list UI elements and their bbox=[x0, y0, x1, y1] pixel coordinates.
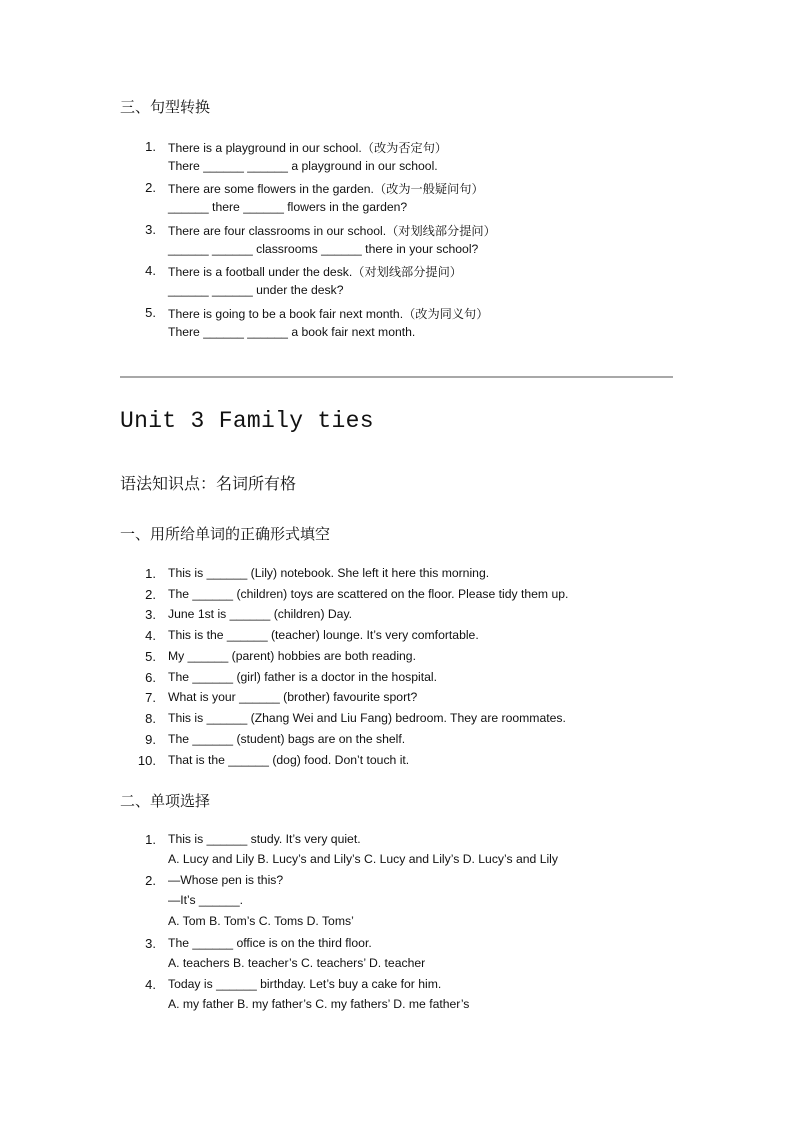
question-text: June 1st is ______ (children) Day. bbox=[168, 607, 353, 621]
item-number: 3. bbox=[145, 222, 156, 237]
section-heading-sentence-transform: 三、句型转换 bbox=[120, 98, 211, 116]
item-number: 5. bbox=[145, 305, 156, 320]
question-text: This is the ______ (teacher) lounge. It’s very comfortable. bbox=[168, 628, 479, 642]
question-text: The ______ (children) toys are scattered on the floor. Please tidy them up. bbox=[168, 587, 569, 601]
item-number: 4. bbox=[145, 977, 156, 992]
item-number: 10. bbox=[137, 753, 156, 768]
item-number: 2. bbox=[145, 587, 156, 602]
item-number: 1. bbox=[145, 832, 156, 847]
item-number: 7. bbox=[145, 690, 156, 705]
item-number: 5. bbox=[145, 649, 156, 664]
item-number: 4. bbox=[145, 628, 156, 643]
question-text: The ______ (student) bags are on the shelf. bbox=[168, 732, 406, 746]
choice-options: A. teachers B. teacher’s C. teachers’ D. teacher bbox=[168, 956, 426, 970]
item-number: 3. bbox=[145, 936, 156, 951]
question-text: This is ______ (Lily) notebook. She left it here this morning. bbox=[168, 566, 490, 580]
unit-title: Unit 3 Family ties bbox=[120, 408, 374, 434]
answer-line: ______ ______ classrooms ______ there in your school? bbox=[168, 242, 479, 256]
question-text: The ______ (girl) father is a doctor in the hospital. bbox=[168, 670, 437, 684]
question-text: My ______ (parent) hobbies are both reading. bbox=[168, 649, 416, 663]
question-text: This is ______ study. It’s very quiet. bbox=[168, 832, 361, 846]
item-number: 2. bbox=[145, 180, 156, 195]
item-number: 3. bbox=[145, 607, 156, 622]
item-number: 8. bbox=[145, 711, 156, 726]
item-number: 6. bbox=[145, 670, 156, 685]
question-text: —Whose pen is this? bbox=[168, 873, 284, 887]
question-text: There is a playground in our school.（改为否定句） bbox=[168, 141, 448, 155]
answer-line: There ______ ______ a book fair next month. bbox=[168, 325, 416, 339]
grammar-topic: 语法知识点：名词所有格 bbox=[120, 474, 297, 493]
question-text: There are some flowers in the garden.（改为一般疑问句） bbox=[168, 182, 484, 196]
item-number: 9. bbox=[145, 732, 156, 747]
question-text: There is a football under the desk.（对划线部分提问） bbox=[168, 265, 462, 279]
choice-options: A. Lucy and Lily B. Lucy’s and Lily’s C. Lucy and Lily’s D. Lucy’s and Lily bbox=[168, 852, 558, 866]
item-number: 1. bbox=[145, 139, 156, 154]
section-heading-fill-blanks: 一、用所给单词的正确形式填空 bbox=[120, 525, 331, 543]
item-number: 1. bbox=[145, 566, 156, 581]
question-text: Today is ______ birthday. Let’s buy a cake for him. bbox=[168, 977, 442, 991]
question-text: There is going to be a book fair next month.（改为同义句） bbox=[168, 307, 489, 321]
choice-options: A. my father B. my father’s C. my fathers’ D. me father’s bbox=[168, 997, 470, 1011]
question-text: —It’s ______. bbox=[168, 893, 243, 907]
question-text: The ______ office is on the third floor. bbox=[168, 936, 372, 950]
item-number: 2. bbox=[145, 873, 156, 888]
answer-line: ______ ______ under the desk? bbox=[168, 283, 344, 297]
question-text: What is your ______ (brother) favourite sport? bbox=[168, 690, 418, 704]
answer-line: ______ there ______ flowers in the garden? bbox=[168, 200, 408, 214]
answer-line: There ______ ______ a playground in our school. bbox=[168, 159, 438, 173]
question-text: That is the ______ (dog) food. Don’t touch it. bbox=[168, 753, 410, 767]
question-text: This is ______ (Zhang Wei and Liu Fang) bedroom. They are roommates. bbox=[168, 711, 566, 725]
item-number: 4. bbox=[145, 263, 156, 278]
section-heading-multiple-choice: 二、单项选择 bbox=[120, 792, 211, 810]
choice-options: A. Tom B. Tom’s C. Toms D. Toms’ bbox=[168, 914, 354, 928]
question-text: There are four classrooms in our school.（对划线部分提问） bbox=[168, 224, 496, 238]
section-divider bbox=[120, 376, 673, 378]
